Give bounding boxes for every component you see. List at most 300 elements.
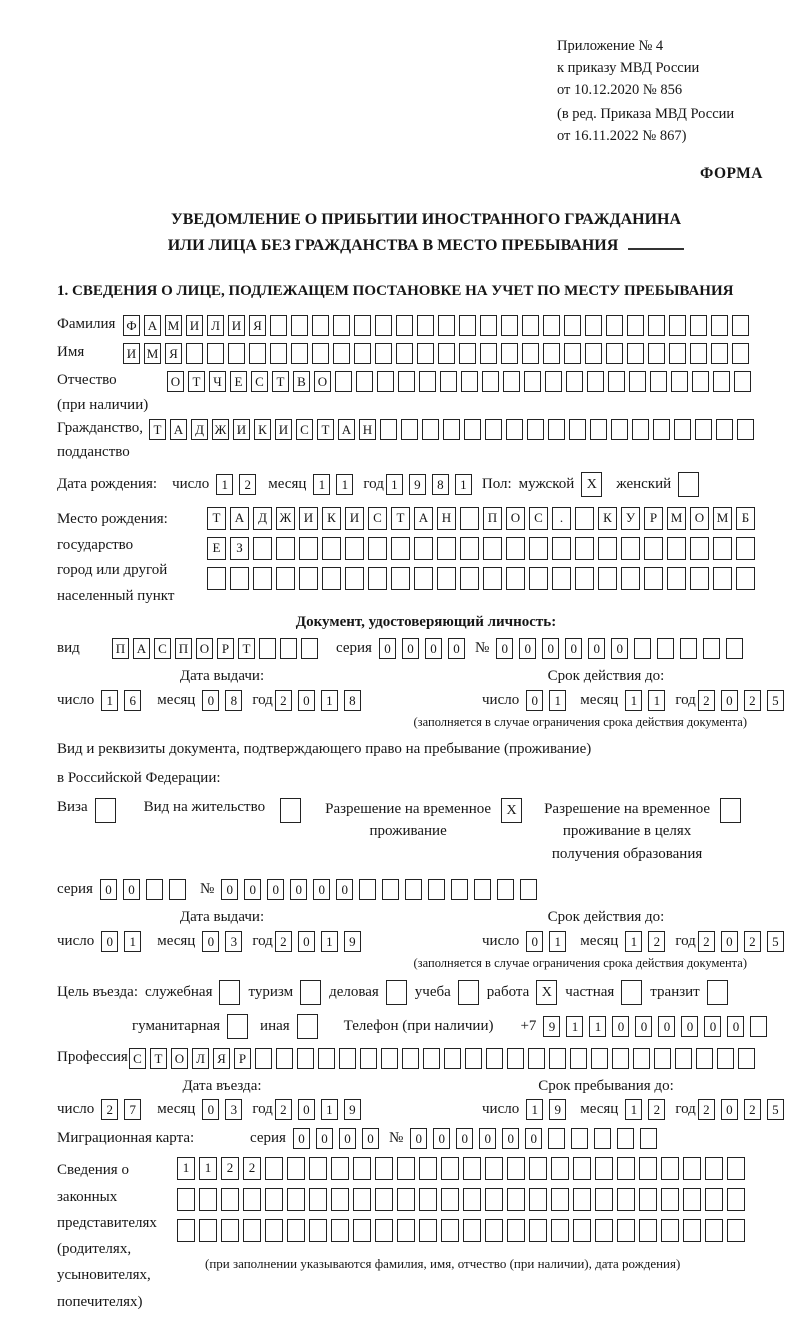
representatives-cell[interactable] <box>507 1219 525 1242</box>
resdoc-number-cell[interactable]: 0 <box>290 879 307 900</box>
birthplace-cell[interactable] <box>276 537 295 560</box>
birthplace-cell[interactable]: Р <box>644 507 663 530</box>
entry-year-cell[interactable]: 1 <box>321 1099 338 1120</box>
patronymic-cell[interactable]: Ч <box>209 371 226 392</box>
iddoc-valid-year-cell[interactable]: 0 <box>721 690 738 711</box>
phone-cell[interactable]: 0 <box>727 1016 744 1037</box>
citizenship-cell[interactable] <box>695 419 712 440</box>
representatives-cell[interactable] <box>595 1157 613 1180</box>
birthplace-cell[interactable] <box>598 537 617 560</box>
representatives-cell[interactable] <box>705 1157 723 1180</box>
iddoc-kind-cell[interactable]: С <box>154 638 171 659</box>
entry-year-cell[interactable]: 2 <box>275 1099 292 1120</box>
surname-cell[interactable] <box>522 315 539 336</box>
citizenship-cell[interactable]: С <box>296 419 313 440</box>
surname-cell[interactable] <box>732 315 749 336</box>
birthplace-cell[interactable] <box>483 537 502 560</box>
patronymic-cell[interactable] <box>671 371 688 392</box>
birthplace-cell[interactable] <box>713 537 732 560</box>
representatives-cell[interactable] <box>177 1188 195 1211</box>
resdoc-valid-year-cell[interactable]: 5 <box>767 931 784 952</box>
citizenship-cell[interactable] <box>506 419 523 440</box>
resdoc-issue-day-cell[interactable]: 0 <box>101 931 118 952</box>
entry-month-cell[interactable]: 3 <box>225 1099 242 1120</box>
birthplace-cell[interactable] <box>345 537 364 560</box>
resdoc-issue-day-cell[interactable]: 1 <box>124 931 141 952</box>
birthplace-cell[interactable] <box>391 567 410 590</box>
iddoc-number-cell[interactable]: 0 <box>565 638 582 659</box>
representatives-cell[interactable] <box>661 1219 679 1242</box>
profession-cell[interactable] <box>654 1048 671 1069</box>
representatives-cell[interactable] <box>595 1219 613 1242</box>
citizenship-cell[interactable] <box>653 419 670 440</box>
surname-cell[interactable] <box>417 315 434 336</box>
representatives-cell[interactable] <box>397 1157 415 1180</box>
birthplace-cell[interactable] <box>299 537 318 560</box>
stay-year-cell[interactable]: 0 <box>721 1099 738 1120</box>
birthplace-cell[interactable] <box>299 567 318 590</box>
stay-year-cell[interactable]: 5 <box>767 1099 784 1120</box>
firstname-cell[interactable]: М <box>144 343 161 364</box>
surname-cell[interactable] <box>312 315 329 336</box>
firstname-cell[interactable] <box>732 343 749 364</box>
representatives-cell[interactable] <box>617 1219 635 1242</box>
representatives-cell[interactable] <box>309 1157 327 1180</box>
purpose-study-checkbox-cell[interactable] <box>458 980 479 1005</box>
profession-cell[interactable]: Л <box>192 1048 209 1069</box>
patronymic-cell[interactable] <box>545 371 562 392</box>
citizenship-cell[interactable]: Н <box>359 419 376 440</box>
profession-cell[interactable]: О <box>171 1048 188 1069</box>
resdoc-valid-day-cell[interactable]: 1 <box>549 931 566 952</box>
firstname-cell[interactable] <box>270 343 287 364</box>
citizenship-cell[interactable] <box>464 419 481 440</box>
migration-number-cell[interactable] <box>571 1128 588 1149</box>
firstname-cell[interactable] <box>333 343 350 364</box>
patronymic-cell[interactable] <box>734 371 751 392</box>
firstname-cell[interactable] <box>501 343 518 364</box>
birthplace-cell[interactable]: Т <box>391 507 410 530</box>
citizenship-cell[interactable]: И <box>275 419 292 440</box>
birthplace-cell[interactable] <box>621 567 640 590</box>
representatives-cell[interactable] <box>265 1219 283 1242</box>
representatives-cell[interactable] <box>705 1219 723 1242</box>
citizenship-cell[interactable]: А <box>170 419 187 440</box>
birthplace-cell[interactable]: О <box>690 507 709 530</box>
birthplace-cell[interactable] <box>460 537 479 560</box>
profession-cell[interactable] <box>255 1048 272 1069</box>
birthplace-cell[interactable] <box>414 537 433 560</box>
representatives-cell[interactable] <box>485 1188 503 1211</box>
birthplace-cell[interactable]: . <box>552 507 571 530</box>
visa-checkbox-cell[interactable] <box>95 798 116 823</box>
profession-cell[interactable]: С <box>129 1048 146 1069</box>
birth-month-cell[interactable]: 1 <box>336 474 353 495</box>
representatives-cell[interactable]: 2 <box>243 1157 261 1180</box>
firstname-cell[interactable] <box>291 343 308 364</box>
birthplace-cell[interactable] <box>460 507 479 530</box>
representatives-cell[interactable] <box>397 1188 415 1211</box>
surname-cell[interactable] <box>606 315 623 336</box>
representatives-cell[interactable] <box>595 1188 613 1211</box>
resdoc-number-cell[interactable]: 0 <box>336 879 353 900</box>
iddoc-series-cell[interactable]: 0 <box>425 638 442 659</box>
surname-cell[interactable] <box>291 315 308 336</box>
representatives-cell[interactable] <box>727 1188 745 1211</box>
representatives-cell[interactable] <box>419 1157 437 1180</box>
phone-cell[interactable]: 0 <box>635 1016 652 1037</box>
representatives-cell[interactable] <box>375 1157 393 1180</box>
phone-cell[interactable]: 0 <box>681 1016 698 1037</box>
phone-cell[interactable]: 1 <box>589 1016 606 1037</box>
iddoc-kind-cell[interactable] <box>301 638 318 659</box>
birthplace-cell[interactable]: О <box>506 507 525 530</box>
resdoc-number-cell[interactable]: 0 <box>244 879 261 900</box>
iddoc-number-cell[interactable]: 0 <box>519 638 536 659</box>
iddoc-kind-cell[interactable]: П <box>175 638 192 659</box>
citizenship-cell[interactable] <box>611 419 628 440</box>
patronymic-cell[interactable]: Т <box>188 371 205 392</box>
citizenship-cell[interactable]: К <box>254 419 271 440</box>
representatives-cell[interactable] <box>573 1157 591 1180</box>
iddoc-kind-cell[interactable]: Р <box>217 638 234 659</box>
purpose-business-checkbox-cell[interactable] <box>386 980 407 1005</box>
iddoc-issue-month-cell[interactable]: 8 <box>225 690 242 711</box>
surname-cell[interactable]: И <box>228 315 245 336</box>
migration-number-cell[interactable]: 0 <box>525 1128 542 1149</box>
birthplace-cell[interactable] <box>713 567 732 590</box>
representatives-cell[interactable] <box>419 1188 437 1211</box>
iddoc-number-cell[interactable]: 0 <box>496 638 513 659</box>
iddoc-kind-cell[interactable] <box>259 638 276 659</box>
representatives-cell[interactable] <box>683 1219 701 1242</box>
birthplace-cell[interactable]: К <box>322 507 341 530</box>
firstname-cell[interactable] <box>417 343 434 364</box>
representatives-cell[interactable] <box>287 1219 305 1242</box>
birthplace-cell[interactable] <box>552 567 571 590</box>
representatives-cell[interactable] <box>485 1219 503 1242</box>
phone-cell[interactable]: 0 <box>704 1016 721 1037</box>
birthplace-cell[interactable] <box>391 537 410 560</box>
migration-number-cell[interactable]: 0 <box>410 1128 427 1149</box>
representatives-cell[interactable] <box>309 1219 327 1242</box>
surname-cell[interactable]: Л <box>207 315 224 336</box>
surname-cell[interactable] <box>270 315 287 336</box>
representatives-cell[interactable] <box>265 1188 283 1211</box>
representatives-cell[interactable] <box>639 1157 657 1180</box>
resdoc-number-cell[interactable] <box>474 879 491 900</box>
iddoc-number-cell[interactable]: 0 <box>588 638 605 659</box>
resdoc-series-cell[interactable] <box>146 879 163 900</box>
migration-number-cell[interactable] <box>617 1128 634 1149</box>
birthplace-cell[interactable]: Ж <box>276 507 295 530</box>
iddoc-kind-cell[interactable] <box>280 638 297 659</box>
purpose-official-checkbox-cell[interactable] <box>219 980 240 1005</box>
birth-year-cell[interactable]: 1 <box>386 474 403 495</box>
iddoc-series-cell[interactable]: 0 <box>379 638 396 659</box>
surname-cell[interactable] <box>375 315 392 336</box>
firstname-cell[interactable] <box>375 343 392 364</box>
migration-series-cell[interactable]: 0 <box>316 1128 333 1149</box>
birth-year-cell[interactable]: 1 <box>455 474 472 495</box>
birthplace-cell[interactable]: Б <box>736 507 755 530</box>
patronymic-cell[interactable]: С <box>251 371 268 392</box>
citizenship-cell[interactable] <box>443 419 460 440</box>
firstname-cell[interactable] <box>606 343 623 364</box>
citizenship-cell[interactable]: Т <box>149 419 166 440</box>
birthplace-cell[interactable] <box>437 537 456 560</box>
patronymic-cell[interactable] <box>650 371 667 392</box>
resdoc-issue-month-cell[interactable]: 3 <box>225 931 242 952</box>
sex-female-checkbox-cell[interactable] <box>678 472 699 497</box>
birthplace-cell[interactable] <box>690 567 709 590</box>
birthplace-cell[interactable] <box>736 537 755 560</box>
iddoc-kind-cell[interactable]: О <box>196 638 213 659</box>
birthplace-cell[interactable] <box>667 537 686 560</box>
firstname-cell[interactable] <box>459 343 476 364</box>
entry-year-cell[interactable]: 0 <box>298 1099 315 1120</box>
representatives-cell[interactable] <box>617 1188 635 1211</box>
firstname-cell[interactable]: И <box>123 343 140 364</box>
representatives-cell[interactable] <box>551 1219 569 1242</box>
citizenship-cell[interactable]: А <box>338 419 355 440</box>
surname-cell[interactable]: Ф <box>123 315 140 336</box>
birth-day-cell[interactable]: 1 <box>216 474 233 495</box>
profession-cell[interactable] <box>360 1048 377 1069</box>
representatives-cell[interactable] <box>463 1219 481 1242</box>
firstname-cell[interactable] <box>669 343 686 364</box>
resdoc-valid-year-cell[interactable]: 2 <box>698 931 715 952</box>
surname-cell[interactable] <box>627 315 644 336</box>
representatives-cell[interactable] <box>353 1157 371 1180</box>
iddoc-issue-day-cell[interactable]: 1 <box>101 690 118 711</box>
representatives-cell[interactable] <box>331 1219 349 1242</box>
profession-cell[interactable] <box>423 1048 440 1069</box>
citizenship-cell[interactable] <box>401 419 418 440</box>
surname-cell[interactable] <box>648 315 665 336</box>
iddoc-number-cell[interactable]: 0 <box>542 638 559 659</box>
profession-cell[interactable] <box>507 1048 524 1069</box>
representatives-cell[interactable]: 1 <box>177 1157 195 1180</box>
resdoc-number-cell[interactable] <box>520 879 537 900</box>
stay-year-cell[interactable]: 2 <box>698 1099 715 1120</box>
entry-year-cell[interactable]: 9 <box>344 1099 361 1120</box>
migration-number-cell[interactable]: 0 <box>479 1128 496 1149</box>
profession-cell[interactable] <box>675 1048 692 1069</box>
firstname-cell[interactable] <box>648 343 665 364</box>
patronymic-cell[interactable] <box>335 371 352 392</box>
profession-cell[interactable] <box>381 1048 398 1069</box>
citizenship-cell[interactable] <box>548 419 565 440</box>
birthplace-cell[interactable] <box>644 537 663 560</box>
firstname-cell[interactable] <box>312 343 329 364</box>
surname-cell[interactable]: А <box>144 315 161 336</box>
resdoc-issue-year-cell[interactable]: 1 <box>321 931 338 952</box>
birthplace-cell[interactable] <box>414 567 433 590</box>
birth-year-cell[interactable]: 8 <box>432 474 449 495</box>
firstname-cell[interactable] <box>522 343 539 364</box>
birthplace-cell[interactable]: М <box>713 507 732 530</box>
citizenship-cell[interactable]: Д <box>191 419 208 440</box>
firstname-cell[interactable] <box>354 343 371 364</box>
firstname-cell[interactable] <box>396 343 413 364</box>
representatives-cell[interactable] <box>573 1219 591 1242</box>
purpose-private-checkbox-cell[interactable] <box>621 980 642 1005</box>
representatives-cell[interactable] <box>243 1188 261 1211</box>
representatives-cell[interactable] <box>463 1157 481 1180</box>
profession-cell[interactable] <box>738 1048 755 1069</box>
birthplace-cell[interactable] <box>437 567 456 590</box>
patronymic-cell[interactable] <box>356 371 373 392</box>
resdoc-issue-month-cell[interactable]: 0 <box>202 931 219 952</box>
iddoc-valid-year-cell[interactable]: 2 <box>698 690 715 711</box>
representatives-cell[interactable] <box>243 1219 261 1242</box>
surname-cell[interactable] <box>333 315 350 336</box>
patronymic-cell[interactable] <box>629 371 646 392</box>
birthplace-cell[interactable]: Е <box>207 537 226 560</box>
birthplace-cell[interactable]: С <box>368 507 387 530</box>
citizenship-cell[interactable] <box>674 419 691 440</box>
representatives-cell[interactable] <box>397 1219 415 1242</box>
representatives-cell[interactable] <box>661 1157 679 1180</box>
migration-series-cell[interactable]: 0 <box>362 1128 379 1149</box>
stay-month-cell[interactable]: 1 <box>625 1099 642 1120</box>
representatives-cell[interactable] <box>551 1188 569 1211</box>
migration-series-cell[interactable]: 0 <box>293 1128 310 1149</box>
representatives-cell[interactable] <box>375 1219 393 1242</box>
iddoc-issue-year-cell[interactable]: 2 <box>275 690 292 711</box>
firstname-cell[interactable] <box>711 343 728 364</box>
profession-cell[interactable] <box>612 1048 629 1069</box>
resdoc-number-cell[interactable] <box>451 879 468 900</box>
purpose-work-checkbox-cell[interactable]: X <box>536 980 557 1005</box>
stay-month-cell[interactable]: 2 <box>648 1099 665 1120</box>
iddoc-valid-day-cell[interactable]: 0 <box>526 690 543 711</box>
migration-series-cell[interactable]: 0 <box>339 1128 356 1149</box>
birthplace-cell[interactable] <box>575 507 594 530</box>
representatives-cell[interactable] <box>353 1219 371 1242</box>
patronymic-cell[interactable] <box>566 371 583 392</box>
firstname-cell[interactable] <box>438 343 455 364</box>
representatives-cell[interactable] <box>617 1157 635 1180</box>
surname-cell[interactable] <box>396 315 413 336</box>
birthplace-cell[interactable]: З <box>230 537 249 560</box>
surname-cell[interactable] <box>711 315 728 336</box>
iddoc-issue-year-cell[interactable]: 8 <box>344 690 361 711</box>
profession-cell[interactable] <box>528 1048 545 1069</box>
profession-cell[interactable] <box>339 1048 356 1069</box>
patronymic-cell[interactable] <box>692 371 709 392</box>
surname-cell[interactable] <box>354 315 371 336</box>
birthplace-cell[interactable] <box>230 567 249 590</box>
phone-cell[interactable] <box>750 1016 767 1037</box>
iddoc-valid-year-cell[interactable]: 5 <box>767 690 784 711</box>
birthplace-cell[interactable] <box>322 567 341 590</box>
resdoc-number-cell[interactable] <box>405 879 422 900</box>
birthplace-cell[interactable] <box>460 567 479 590</box>
migration-number-cell[interactable] <box>594 1128 611 1149</box>
surname-cell[interactable]: М <box>165 315 182 336</box>
representatives-cell[interactable] <box>463 1188 481 1211</box>
representatives-cell[interactable] <box>287 1157 305 1180</box>
birthplace-cell[interactable] <box>667 567 686 590</box>
citizenship-cell[interactable] <box>737 419 754 440</box>
surname-cell[interactable] <box>669 315 686 336</box>
firstname-cell[interactable] <box>207 343 224 364</box>
representatives-cell[interactable] <box>639 1219 657 1242</box>
birthplace-cell[interactable] <box>506 567 525 590</box>
resdoc-valid-year-cell[interactable]: 0 <box>721 931 738 952</box>
firstname-cell[interactable] <box>543 343 560 364</box>
resdoc-number-cell[interactable] <box>497 879 514 900</box>
purpose-other-checkbox-cell[interactable] <box>297 1014 318 1039</box>
birthplace-cell[interactable] <box>253 537 272 560</box>
resdoc-valid-year-cell[interactable]: 2 <box>744 931 761 952</box>
migration-number-cell[interactable]: 0 <box>456 1128 473 1149</box>
iddoc-number-cell[interactable]: 0 <box>611 638 628 659</box>
birthplace-cell[interactable] <box>644 567 663 590</box>
iddoc-kind-cell[interactable]: Т <box>238 638 255 659</box>
firstname-cell[interactable]: Я <box>165 343 182 364</box>
profession-cell[interactable] <box>717 1048 734 1069</box>
surname-cell[interactable] <box>543 315 560 336</box>
patronymic-cell[interactable]: Т <box>272 371 289 392</box>
citizenship-cell[interactable] <box>422 419 439 440</box>
representatives-cell[interactable] <box>441 1188 459 1211</box>
profession-cell[interactable] <box>570 1048 587 1069</box>
patronymic-cell[interactable] <box>503 371 520 392</box>
profession-cell[interactable] <box>318 1048 335 1069</box>
iddoc-kind-cell[interactable]: П <box>112 638 129 659</box>
representatives-cell[interactable] <box>507 1157 525 1180</box>
iddoc-issue-month-cell[interactable]: 0 <box>202 690 219 711</box>
iddoc-kind-cell[interactable]: А <box>133 638 150 659</box>
birthplace-cell[interactable] <box>552 537 571 560</box>
resdoc-number-cell[interactable]: 0 <box>221 879 238 900</box>
phone-cell[interactable]: 0 <box>612 1016 629 1037</box>
birthplace-cell[interactable] <box>529 567 548 590</box>
resdoc-valid-day-cell[interactable]: 0 <box>526 931 543 952</box>
resdoc-valid-month-cell[interactable]: 1 <box>625 931 642 952</box>
representatives-cell[interactable] <box>727 1157 745 1180</box>
iddoc-number-cell[interactable] <box>680 638 697 659</box>
profession-cell[interactable] <box>276 1048 293 1069</box>
stay-year-cell[interactable]: 2 <box>744 1099 761 1120</box>
iddoc-issue-year-cell[interactable]: 1 <box>321 690 338 711</box>
patronymic-cell[interactable] <box>440 371 457 392</box>
purpose-humanitarian-checkbox-cell[interactable] <box>227 1014 248 1039</box>
representatives-cell[interactable] <box>705 1188 723 1211</box>
firstname-cell[interactable] <box>249 343 266 364</box>
representatives-cell[interactable] <box>727 1219 745 1242</box>
birthplace-cell[interactable] <box>345 567 364 590</box>
citizenship-cell[interactable] <box>632 419 649 440</box>
birthplace-cell[interactable] <box>529 537 548 560</box>
surname-cell[interactable]: Я <box>249 315 266 336</box>
representatives-cell[interactable] <box>507 1188 525 1211</box>
profession-cell[interactable] <box>633 1048 650 1069</box>
birthplace-cell[interactable] <box>322 537 341 560</box>
profession-cell[interactable]: Я <box>213 1048 230 1069</box>
entry-month-cell[interactable]: 0 <box>202 1099 219 1120</box>
stay-day-cell[interactable]: 1 <box>526 1099 543 1120</box>
representatives-cell[interactable] <box>441 1157 459 1180</box>
patronymic-cell[interactable]: Е <box>230 371 247 392</box>
temp-residence-checkbox-cell[interactable]: X <box>501 798 522 823</box>
stay-day-cell[interactable]: 9 <box>549 1099 566 1120</box>
birthplace-cell[interactable]: П <box>483 507 502 530</box>
iddoc-number-cell[interactable] <box>703 638 720 659</box>
